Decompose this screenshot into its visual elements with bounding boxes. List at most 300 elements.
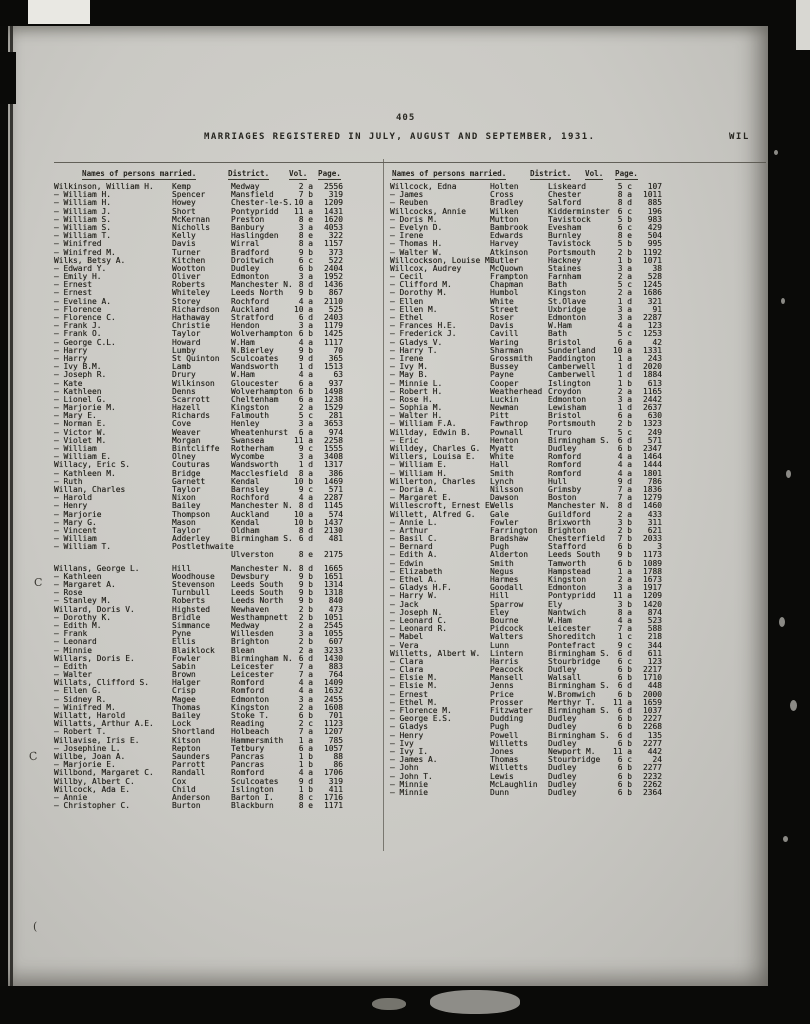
volume-cell: 3 a (298, 452, 313, 462)
volume-cell: 6 c (617, 206, 632, 216)
page-cell: 1192 (642, 247, 662, 257)
name-cell: — Dorothy M. (390, 288, 448, 298)
spouse-surname-cell: Crisp (172, 686, 196, 696)
name-cell: — William H. (54, 190, 112, 200)
page-cell: 1884 (642, 370, 662, 380)
name-cell: — Lionel G. (54, 394, 107, 404)
page-cell: 281 (328, 411, 343, 421)
name-cell: — Harry (54, 353, 88, 363)
name-cell: — Sophia M. (390, 403, 443, 413)
name-cell: — Harold (54, 493, 93, 503)
spouse-surname-cell: Drury (172, 370, 196, 380)
page-cell: 1710 (642, 673, 662, 683)
name-cell: — Rose (54, 588, 83, 598)
district-cell: Birmingham S. (231, 534, 293, 544)
name-cell: — Arthur (390, 525, 429, 535)
spouse-surname-cell: Cooper (490, 378, 519, 388)
district-cell: Leicester (548, 624, 591, 634)
left-header-page (318, 169, 341, 178)
page-cell: 1071 (642, 255, 662, 265)
volume-cell: 6 d (298, 313, 313, 322)
district-cell: Edmonton (231, 272, 270, 282)
page-cell: 621 (647, 525, 662, 535)
spouse-surname-cell: Thomas (172, 702, 201, 712)
page-cell: 1318 (323, 588, 343, 598)
volume-cell: 2 c (298, 719, 313, 729)
district-cell: Leicester (231, 670, 274, 680)
page-cell: 373 (328, 247, 343, 257)
page-cell: 91 (652, 304, 662, 314)
volume-cell: 9 b (617, 550, 632, 560)
spouse-surname-cell: Hathaway (172, 313, 211, 322)
volume-cell: 10 b (293, 517, 313, 527)
volume-cell: 10 a (612, 345, 632, 355)
name-cell: Willavise, Iris E. (54, 735, 140, 745)
spouse-surname-cell: Bambrook (490, 222, 529, 232)
spouse-surname-cell: Halger (172, 678, 201, 688)
spouse-surname-cell: Roser (490, 313, 514, 322)
spouse-surname-cell: Bussey (490, 362, 519, 372)
spouse-surname-cell: Cox (172, 776, 187, 786)
header-label: Page. (615, 169, 638, 178)
district-cell: Pontypridd (548, 591, 596, 601)
page-cell: 2227 (642, 714, 662, 724)
name-cell: — Ernest (54, 288, 93, 298)
district-cell: Edmonton (548, 313, 587, 322)
volume-cell: 5 c (617, 329, 632, 339)
district-cell: Stourbridge (548, 755, 601, 765)
name-cell: — Walter H. (390, 411, 443, 421)
volume-cell: 4 a (298, 678, 313, 688)
page-cell: 218 (647, 632, 662, 642)
page-cell: 344 (647, 640, 662, 650)
page-cell: 2020 (642, 362, 662, 372)
volume-cell: 1 b (298, 760, 313, 770)
name-cell: — Robert T. (54, 727, 107, 737)
spouse-surname-cell: Bridge (172, 468, 201, 478)
scan-border-top (0, 0, 810, 26)
spouse-surname-cell: Bailey (172, 501, 201, 511)
district-cell: Edmonton (231, 694, 270, 704)
volume-cell: 6 b (617, 779, 632, 789)
district-cell: Burnley (548, 231, 582, 241)
name-cell: — Florence M. (390, 706, 452, 715)
spouse-surname-cell: Kitson (172, 735, 201, 745)
district-cell: Manchester N. (231, 563, 293, 573)
name-cell: — Ethel A. (390, 575, 438, 584)
name-cell: Willatts, Arthur A.E. (54, 719, 154, 729)
spouse-surname-cell: Cross (490, 190, 514, 200)
district-cell: Tetbury (231, 743, 265, 753)
scan-border-left-blob (0, 52, 16, 104)
page-cell: 885 (647, 198, 662, 208)
district-cell: Guildford (548, 509, 591, 519)
volume-cell: 8 d (617, 198, 632, 208)
volume-cell: 8 e (298, 550, 313, 560)
scan-artifact-patch (372, 998, 406, 1010)
district-cell: Pancras (231, 751, 265, 761)
district-cell: Bath (548, 329, 568, 339)
spouse-surname-cell: Lewis (490, 771, 514, 781)
page-cell: 429 (647, 222, 662, 232)
name-cell: — Jack (390, 599, 419, 609)
district-cell: Chester (548, 190, 582, 200)
name-cell: Willbe, Joan A. (54, 751, 126, 761)
header-label: Vol. (289, 169, 308, 178)
page-cell: 1529 (323, 403, 343, 413)
district-cell: Pontypridd (231, 206, 279, 216)
page-cell: 588 (647, 624, 662, 634)
right-header-district (530, 169, 571, 178)
name-cell: — Florence C. (54, 313, 116, 322)
name-cell: — Ellen G. (54, 686, 102, 696)
page-cell: 1207 (323, 727, 343, 737)
district-cell: Leeds North (231, 288, 284, 298)
column-divider (383, 159, 384, 851)
name-cell: Willby, Albert C. (54, 776, 135, 786)
volume-cell: 4 a (298, 337, 313, 347)
district-cell: Dudley (548, 714, 577, 724)
page-cell: 249 (647, 427, 662, 437)
page-cell: 1716 (323, 792, 343, 802)
volume-cell: 1 b (298, 751, 313, 761)
volume-cell: 6 d (617, 730, 632, 740)
district-cell: Hammersmith (231, 735, 284, 745)
name-cell: — Eric (390, 435, 419, 445)
page-cell: 2347 (642, 444, 662, 453)
name-cell: — William S. (54, 214, 112, 224)
spouse-surname-cell: Dudding (490, 714, 524, 724)
page-cell: 481 (328, 534, 343, 544)
volume-cell: 9 b (298, 571, 313, 581)
name-cell: — Marjorie (54, 509, 102, 519)
page-cell: 2175 (323, 550, 343, 560)
page-cell: 613 (647, 378, 662, 388)
page-cell: 319 (328, 776, 343, 786)
district-cell: Kingston (548, 288, 587, 298)
district-cell: Wolverhampton (231, 329, 293, 339)
spouse-surname-cell: Peacock (490, 665, 524, 675)
name-cell: — Stanley M. (54, 596, 112, 606)
spouse-surname-cell: Willetts (490, 763, 529, 773)
volume-cell: 8 d (298, 563, 313, 573)
page-cell: 4053 (323, 222, 343, 232)
spouse-surname-cell: Frampton (490, 272, 529, 282)
name-cell: — William H. (390, 468, 448, 478)
volume-cell: 6 c (617, 755, 632, 765)
volume-cell: 4 a (298, 768, 313, 778)
page-cell: 1673 (642, 575, 662, 584)
name-cell: — Minnie (390, 779, 429, 789)
volume-cell: 8 d (298, 525, 313, 535)
district-cell: Boston (548, 493, 577, 503)
district-cell: Oldham (231, 525, 260, 535)
spouse-surname-cell: Atkinson (490, 247, 529, 257)
district-cell: Willesden (231, 629, 274, 639)
name-cell: — Edwin (390, 558, 424, 568)
district-cell: Grimsby (548, 484, 582, 494)
district-cell: Pontefract (548, 640, 596, 650)
volume-cell: 3 a (617, 394, 632, 404)
volume-cell: 3 a (298, 419, 313, 429)
district-cell: Bristol (548, 337, 582, 347)
name-cell: — Doris M. (390, 214, 438, 224)
scan-speck (786, 470, 791, 478)
page-cell: 1323 (642, 419, 662, 429)
name-cell: — Annie (54, 792, 88, 802)
page-cell: 1409 (323, 678, 343, 688)
volume-cell: 2 b (617, 247, 632, 257)
district-cell: Bristol (548, 411, 582, 421)
volume-cell: 4 a (617, 321, 632, 331)
page-cell: 1665 (323, 563, 343, 573)
spouse-surname-cell: Nicholls (172, 222, 211, 232)
name-cell: — Norman E. (54, 419, 107, 429)
volume-cell: 3 b (617, 599, 632, 609)
volume-cell: 6 c (617, 222, 632, 232)
volume-cell: 8 e (298, 214, 313, 224)
page-cell: 2268 (642, 722, 662, 732)
page-cell: 1179 (323, 321, 343, 331)
spouse-surname-cell: Chapman (490, 280, 524, 290)
volume-cell: 2 a (298, 645, 313, 655)
district-cell: Medway (231, 620, 260, 630)
volume-cell: 6 c (617, 656, 632, 666)
district-cell: Kidderminster (548, 206, 610, 216)
name-cell: — Ivy (390, 738, 414, 748)
page-cell: 630 (647, 411, 662, 421)
name-cell: Willcox, Audrey (390, 263, 462, 273)
spouse-surname-cell: Weatherhead (490, 386, 543, 396)
page-cell: 3233 (323, 645, 343, 655)
name-cell: — Gladys H.F. (390, 583, 452, 593)
spouse-surname-cell: Negus (490, 566, 514, 576)
page-cell: 38 (652, 263, 662, 273)
spouse-surname-cell: Thompson (172, 509, 211, 519)
name-cell: — Basil C. (390, 534, 438, 544)
spouse-surname-cell: Edwards (490, 231, 524, 241)
page-cell: 1431 (323, 206, 343, 216)
district-cell: Rochford (231, 296, 270, 306)
name-cell: Wilkinson, William H. (54, 182, 154, 191)
name-cell: — Eveline A. (54, 296, 112, 306)
district-cell: Ely (548, 599, 563, 609)
volume-cell: 5 b (617, 214, 632, 224)
volume-cell: 11 a (612, 591, 632, 601)
page-cell: 1171 (323, 801, 343, 811)
page-cell: 411 (328, 784, 343, 794)
volume-cell: 2 a (617, 288, 632, 298)
spouse-surname-cell: Ellis (172, 637, 196, 647)
district-cell: Kendal (231, 476, 260, 486)
name-cell: — Robert H. (390, 386, 443, 396)
spouse-surname-cell: Jenns (490, 681, 514, 691)
volume-cell: 1 d (298, 460, 313, 470)
district-cell: Westhampnett (231, 612, 289, 622)
page-cell: 1173 (642, 550, 662, 560)
district-cell: Auckland (231, 304, 270, 314)
name-cell: — Walter W. (390, 247, 443, 257)
district-cell: W.Ham (548, 615, 572, 625)
district-cell: Tamworth (548, 558, 587, 568)
spouse-surname-cell: Mutton (490, 214, 519, 224)
spouse-surname-cell: Postlethwaite (172, 542, 234, 552)
volume-cell: 8 e (298, 231, 313, 241)
volume-cell: 4 a (617, 468, 632, 478)
name-cell: Willday, Edwin B. (390, 427, 471, 437)
page-cell: 522 (328, 255, 343, 265)
page-cell: 611 (647, 648, 662, 658)
name-cell: Willats, Clifford S. (54, 678, 150, 688)
district-cell: Haslingden (231, 231, 279, 241)
volume-cell: 9 b (298, 345, 313, 355)
spouse-surname-cell: Mansell (490, 673, 524, 683)
page-cell: 2262 (642, 779, 662, 789)
district-cell: Medway (231, 182, 260, 191)
spouse-surname-cell: Whiteley (172, 288, 211, 298)
volume-cell: 9 d (617, 476, 632, 486)
page-cell: 504 (647, 231, 662, 241)
page-cell: 1460 (642, 501, 662, 511)
page-cell: 1317 (323, 460, 343, 470)
volume-cell: 3 b (617, 517, 632, 527)
district-cell: Romford (231, 686, 265, 696)
page-cell: 2000 (642, 689, 662, 699)
page-cell: 3653 (323, 419, 343, 429)
spouse-surname-cell: Kelly (172, 231, 196, 241)
district-cell: Auckland (231, 509, 270, 519)
spouse-surname-cell: Luckin (490, 394, 519, 404)
volume-cell: 2 a (298, 403, 313, 413)
volume-cell: 4 a (298, 686, 313, 696)
name-cell: — Frederick J. (390, 329, 457, 339)
volume-cell: 11 a (612, 746, 632, 756)
name-cell: — Walter (54, 670, 93, 680)
name-cell: — Leonard C. (390, 615, 448, 625)
page-cell: 135 (647, 730, 662, 740)
district-cell: Banbury (231, 222, 265, 232)
spouse-surname-cell: Lamb (172, 362, 192, 372)
spouse-surname-cell: Pugh (490, 542, 510, 552)
volume-cell: 1 a (298, 735, 313, 745)
volume-cell: 6 b (298, 329, 313, 339)
page-cell: 24 (652, 755, 662, 765)
volume-cell: 2 a (298, 702, 313, 712)
district-cell: Islington (231, 784, 274, 794)
district-cell: Kingston (548, 575, 587, 584)
volume-cell: 7 b (617, 534, 632, 544)
volume-cell: 10 a (293, 509, 313, 519)
spouse-surname-cell: Lunn (490, 640, 510, 650)
margin-mark: C (34, 576, 43, 589)
district-cell: Droitwich (231, 255, 274, 265)
name-cell: — Mary G. (54, 517, 97, 527)
spouse-surname-cell: McKernan (172, 214, 211, 224)
volume-cell: 9 c (617, 640, 632, 650)
volume-cell: 3 a (617, 313, 632, 322)
name-cell: — George E.S. (390, 714, 452, 724)
name-cell: — Vincent (54, 525, 97, 535)
spouse-surname-cell: Simmance (172, 620, 211, 630)
page-cell: 571 (328, 484, 343, 494)
volume-cell: 1 c (617, 632, 632, 642)
district-cell: Walsall (548, 673, 582, 683)
spouse-surname-cell: Lumby (172, 345, 196, 355)
name-cell: — Violet M. (54, 435, 107, 445)
page-cell: 1659 (642, 697, 662, 707)
volume-cell: 6 d (617, 648, 632, 658)
name-cell: Willetts, Albert W. (390, 648, 481, 658)
district-cell: Brighton (548, 525, 587, 535)
district-cell: Wandsworth (231, 460, 279, 470)
spouse-surname-cell: Pidcock (490, 624, 524, 634)
spouse-surname-cell (172, 551, 231, 559)
right-column (390, 183, 664, 797)
district-cell: Salford (548, 198, 582, 208)
page-cell: 867 (328, 288, 343, 298)
page-cell: 1464 (642, 452, 662, 462)
volume-cell: 5 b (617, 239, 632, 249)
district-cell: Cheltenham (231, 394, 279, 404)
page-cell: 883 (328, 661, 343, 671)
name-cell: Willescroft, Ernest E. (390, 501, 495, 511)
page-cell: 1253 (642, 329, 662, 339)
volume-cell: 8 a (617, 607, 632, 617)
spouse-surname-cell: Gale (490, 509, 510, 519)
spouse-surname-cell: Richards (172, 411, 211, 421)
volume-cell: 6 a (298, 427, 313, 437)
district-cell: Leeds South (231, 580, 284, 589)
volume-cell: 4 a (298, 296, 313, 306)
district-cell: Rotherham (231, 444, 274, 453)
volume-cell: 1 b (617, 378, 632, 388)
district-cell: Holbeach (231, 727, 270, 737)
page-cell: 525 (328, 304, 343, 314)
name-cell: — Cecil (390, 272, 424, 282)
district-cell: Manchester N. (231, 280, 293, 290)
page-cell: 2404 (323, 263, 343, 273)
spouse-surname-cell: Nixon (172, 493, 196, 503)
district-cell: Dudley (548, 665, 577, 675)
name-cell: — Kathleen M. (54, 468, 116, 478)
district-cell: Evesham (548, 222, 582, 232)
scan-speck (790, 700, 797, 711)
district-cell: Blean (231, 645, 255, 655)
spouse-surname-cell: Lintern (490, 648, 524, 658)
volume-cell: 7 a (617, 624, 632, 634)
page-cell: 995 (647, 239, 662, 249)
volume-cell: 6 b (617, 542, 632, 552)
volume-cell: 6 d (298, 534, 313, 544)
volume-cell: 1 d (298, 362, 313, 372)
volume-cell: 1 d (617, 296, 632, 306)
spouse-surname-cell: Woodhouse (172, 571, 215, 581)
spouse-surname-cell: Alderton (490, 550, 529, 560)
district-cell: Nantwich (548, 607, 587, 617)
volume-cell: 2 a (298, 620, 313, 630)
spouse-surname-cell: Smith (490, 558, 514, 568)
page-cell: 433 (647, 509, 662, 519)
page-number: 405 (396, 113, 416, 123)
spouse-surname-cell: Howard (172, 337, 201, 347)
volume-cell: 3 a (617, 583, 632, 593)
volume-cell: 4 a (617, 452, 632, 462)
spouse-surname-cell: St Quinton (172, 353, 220, 363)
page-cell: 1051 (323, 612, 343, 622)
district-cell: Liskeard (548, 182, 587, 191)
name-cell (54, 551, 172, 559)
district-cell: Staines (548, 263, 582, 273)
